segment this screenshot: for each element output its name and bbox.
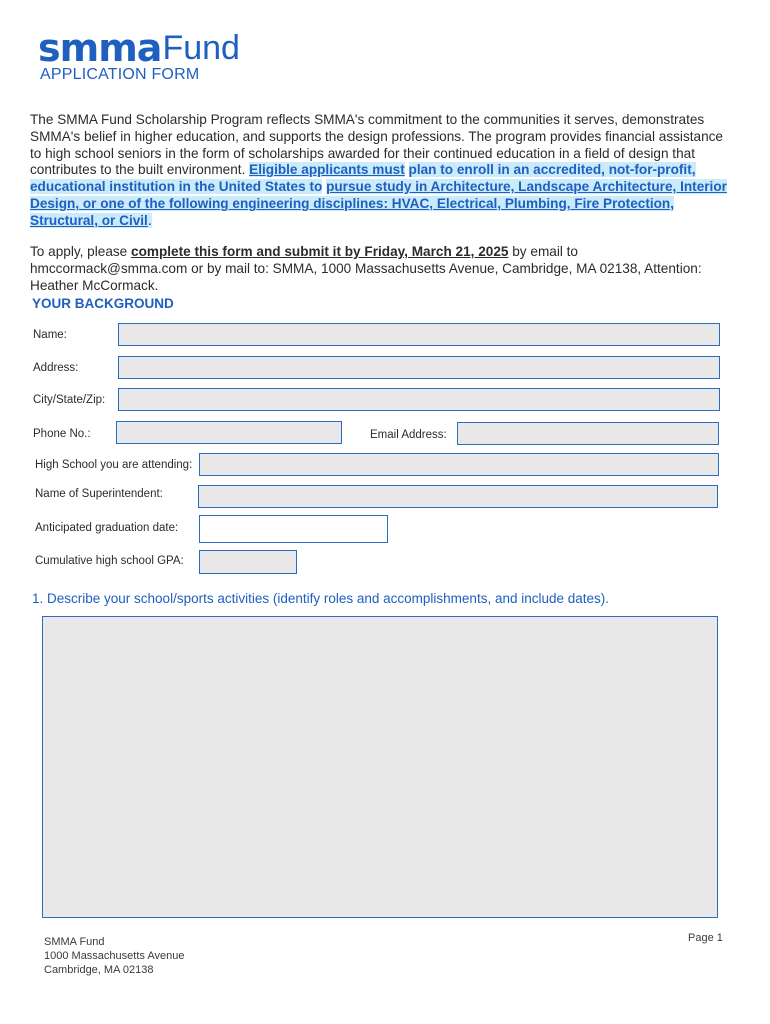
apply-prefix: To apply, please (30, 244, 128, 259)
question-1: 1. Describe your school/sports activities (identify roles and accomplishments, and include dates). (32, 591, 610, 606)
name-label: Name: (33, 329, 67, 341)
name-input[interactable] (118, 323, 720, 346)
footer-line-3: Cambridge, MA 02138 (44, 964, 154, 976)
address-input[interactable] (118, 356, 720, 379)
high-school-label: High School you are attending: (35, 459, 193, 471)
logo (38, 26, 240, 70)
apply-paragraph (30, 244, 730, 294)
email-label: Email Address: (370, 429, 447, 441)
logo-smma: smma (38, 26, 162, 70)
form-subtitle: APPLICATION FORM (40, 66, 200, 83)
footer-line-1: SMMA Fund (44, 936, 105, 948)
superintendent-label: Name of Superintendent: (35, 488, 163, 500)
email-input[interactable] (457, 422, 719, 445)
graduation-date-input[interactable] (199, 515, 388, 543)
logo-fund: Fund (162, 29, 240, 67)
footer-address (44, 935, 184, 977)
eligible-link[interactable]: Eligible applicants must (249, 162, 405, 178)
section-title: YOUR BACKGROUND (32, 296, 174, 311)
page-number: Page 1 (688, 932, 723, 944)
intro-end: . (147, 212, 152, 228)
superintendent-input[interactable] (198, 485, 718, 508)
gpa-label: Cumulative high school GPA: (35, 555, 184, 567)
intro-paragraph (30, 112, 730, 230)
phone-input[interactable] (116, 421, 342, 444)
address-label: Address: (33, 362, 79, 374)
city-label: City/State/Zip: (33, 394, 106, 406)
pursue-study-link[interactable]: pursue study in Architecture, Landscape Architecture, Interior Design, or one of the following engineering disciplines: HVAC, Electrical, Plumbing, Fire Protection, Structural, or Civil (30, 179, 727, 228)
graduation-label: Anticipated graduation date: (35, 522, 179, 534)
gpa-input[interactable] (199, 550, 297, 574)
activities-textarea[interactable] (42, 616, 718, 918)
footer-line-2: 1000 Massachusetts Avenue (44, 950, 185, 962)
high-school-input[interactable] (199, 453, 719, 476)
eligible-text: plan to enroll in an accredited, not-for-profit, educational institution in the United States to (30, 162, 696, 195)
phone-label: Phone No.: (33, 428, 91, 440)
city-state-zip-input[interactable] (118, 388, 720, 411)
intro-text: The SMMA Fund Scholarship Program reflects SMMA's commitment to the communities it serves, demonstrates SMMA's belief in higher education, and supports the design professions. The program provides financial assistance to high school seniors in the form of scholarships awarded for their continued education in a field of design that contributes to the built environment. (30, 112, 723, 178)
apply-suffix: by email to hmccormack@smma.com or by mail to: SMMA, 1000 Massachusetts Avenue, Cambridge, MA 02138, Attention: Heather McCormack. (30, 244, 702, 293)
apply-deadline: complete this form and submit it by Friday, March 21, 2025 (131, 244, 509, 259)
